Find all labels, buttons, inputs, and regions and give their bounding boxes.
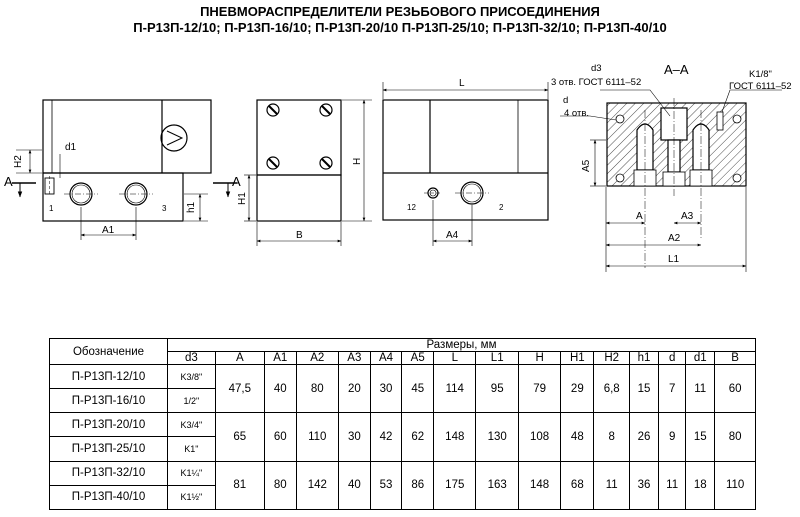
label-d3-note: 3 отв. ГОСТ 6111–52 xyxy=(551,77,642,88)
port-1-label: 1 xyxy=(49,204,54,213)
front-view-labels xyxy=(4,142,241,236)
value-cell: 20 xyxy=(339,365,371,413)
value-cell: 30 xyxy=(339,413,371,461)
dim-a3-label: A3 xyxy=(681,211,694,222)
value-cell: 42 xyxy=(370,413,402,461)
side-view xyxy=(244,100,372,246)
column-header: A3 xyxy=(339,352,371,365)
d3-cell: 1/2" xyxy=(168,389,216,413)
column-header: H xyxy=(518,352,560,365)
value-cell: 29 xyxy=(561,365,594,413)
dim-h2-label: H2 xyxy=(13,155,24,168)
front-view xyxy=(12,100,237,240)
designation-cell: П-Р13П-20/10 xyxy=(50,413,168,437)
value-cell: 47,5 xyxy=(215,365,264,413)
value-cell: 60 xyxy=(715,365,756,413)
value-cell: 80 xyxy=(264,461,296,509)
value-cell: 53 xyxy=(370,461,402,509)
value-cell: 79 xyxy=(518,365,560,413)
value-cell: 40 xyxy=(339,461,371,509)
dim-b-label: B xyxy=(296,230,303,241)
designation-cell: П-Р13П-40/10 xyxy=(50,485,168,509)
label-d-note: 4 отв. xyxy=(564,108,590,119)
value-cell: 148 xyxy=(434,413,476,461)
column-header: H1 xyxy=(561,352,594,365)
value-cell: 108 xyxy=(518,413,560,461)
column-header: d3 xyxy=(168,352,216,365)
column-header: L1 xyxy=(476,352,518,365)
value-cell: 95 xyxy=(476,365,518,413)
dim-a4-label: A4 xyxy=(446,230,459,241)
designation-cell: П-Р13П-32/10 xyxy=(50,461,168,485)
value-cell: 26 xyxy=(630,413,659,461)
value-cell: 6,8 xyxy=(594,365,630,413)
column-header: d xyxy=(659,352,686,365)
value-cell: 65 xyxy=(215,413,264,461)
d3-cell: K1¼" xyxy=(168,461,216,485)
value-cell: 175 xyxy=(434,461,476,509)
value-cell: 8 xyxy=(594,413,630,461)
value-cell: 7 xyxy=(659,365,686,413)
label-d: d xyxy=(563,95,569,106)
column-header: H2 xyxy=(594,352,630,365)
designation-cell: П-Р13П-25/10 xyxy=(50,437,168,461)
section-title: А–А xyxy=(664,62,689,77)
table-row xyxy=(50,413,756,437)
section-mark-right: A xyxy=(232,174,241,189)
value-cell: 114 xyxy=(434,365,476,413)
column-header: A2 xyxy=(296,352,338,365)
value-cell: 110 xyxy=(296,413,338,461)
value-cell: 163 xyxy=(476,461,518,509)
value-cell: 18 xyxy=(686,461,715,509)
value-cell: 36 xyxy=(630,461,659,509)
column-header: A4 xyxy=(370,352,402,365)
dim-a2-label: A2 xyxy=(668,233,681,244)
column-header: B xyxy=(715,352,756,365)
dim-a1-label: A1 xyxy=(102,225,115,236)
designation-header: Обозначение xyxy=(50,339,168,365)
value-cell: 11 xyxy=(594,461,630,509)
value-cell: 80 xyxy=(715,413,756,461)
value-cell: 81 xyxy=(215,461,264,509)
column-header: A5 xyxy=(402,352,434,365)
sizes-header: Размеры, мм xyxy=(168,339,756,352)
d3-cell: K3/4" xyxy=(168,413,216,437)
value-cell: 130 xyxy=(476,413,518,461)
value-cell: 60 xyxy=(264,413,296,461)
rear-view xyxy=(383,82,548,246)
dim-h1-label: h1 xyxy=(186,201,197,213)
table-row xyxy=(50,461,756,485)
label-k1-note: ГОСТ 6111–52 xyxy=(729,81,792,92)
dim-l-label: L xyxy=(459,78,465,89)
value-cell: 68 xyxy=(561,461,594,509)
column-header: d1 xyxy=(686,352,715,365)
value-cell: 40 xyxy=(264,365,296,413)
label-d3: d3 xyxy=(591,63,602,74)
side-view-base xyxy=(257,175,341,221)
value-cell: 11 xyxy=(686,365,715,413)
side-view-labels xyxy=(237,158,363,241)
dimensions-table xyxy=(49,338,756,510)
port-3-label: 3 xyxy=(162,204,167,213)
front-view-upper-body xyxy=(43,100,211,173)
value-cell: 62 xyxy=(402,413,434,461)
dim-l1-label: L1 xyxy=(668,254,680,265)
dim-d1-label: d1 xyxy=(65,142,77,153)
label-k1: K1/8" xyxy=(749,69,772,80)
title-line-2: П-Р13П-12/10; П-Р13П-16/10; П-Р13П-20/10 П-Р13П-25/10; П-Р13П-32/10; П-Р13П-40/10 xyxy=(133,20,667,35)
table-row xyxy=(50,365,756,389)
dim-h-label: H xyxy=(352,157,363,165)
d3-cell: K1½" xyxy=(168,485,216,509)
dim-a5-label: A5 xyxy=(581,159,592,172)
value-cell: 86 xyxy=(402,461,434,509)
value-cell: 15 xyxy=(630,365,659,413)
value-cell: 11 xyxy=(659,461,686,509)
title-line-1: ПНЕВМОРАСПРЕДЕЛИТЕЛИ РЕЗЬБОВОГО ПРИСОЕДИНЕНИЯ xyxy=(200,4,600,19)
column-header: A xyxy=(215,352,264,365)
designation-cell: П-Р13П-12/10 xyxy=(50,365,168,389)
designation-cell: П-Р13П-16/10 xyxy=(50,389,168,413)
value-cell: 15 xyxy=(686,413,715,461)
column-header: A1 xyxy=(264,352,296,365)
d3-cell: K1" xyxy=(168,437,216,461)
dim-a-label: A xyxy=(636,211,643,222)
value-cell: 142 xyxy=(296,461,338,509)
column-header: L xyxy=(434,352,476,365)
value-cell: 80 xyxy=(296,365,338,413)
dim-h1-side-label: H1 xyxy=(237,192,248,205)
value-cell: 148 xyxy=(518,461,560,509)
value-cell: 48 xyxy=(561,413,594,461)
column-header: h1 xyxy=(630,352,659,365)
value-cell: 30 xyxy=(370,365,402,413)
value-cell: 45 xyxy=(402,365,434,413)
section-mark-left: A xyxy=(4,174,13,189)
rear-view-labels xyxy=(407,78,504,241)
front-view-base xyxy=(43,173,183,221)
value-cell: 9 xyxy=(659,413,686,461)
value-cell: 110 xyxy=(715,461,756,509)
port-2-label: 2 xyxy=(499,203,504,212)
d3-cell: K3/8" xyxy=(168,365,216,389)
port-12-label: 12 xyxy=(407,203,416,212)
